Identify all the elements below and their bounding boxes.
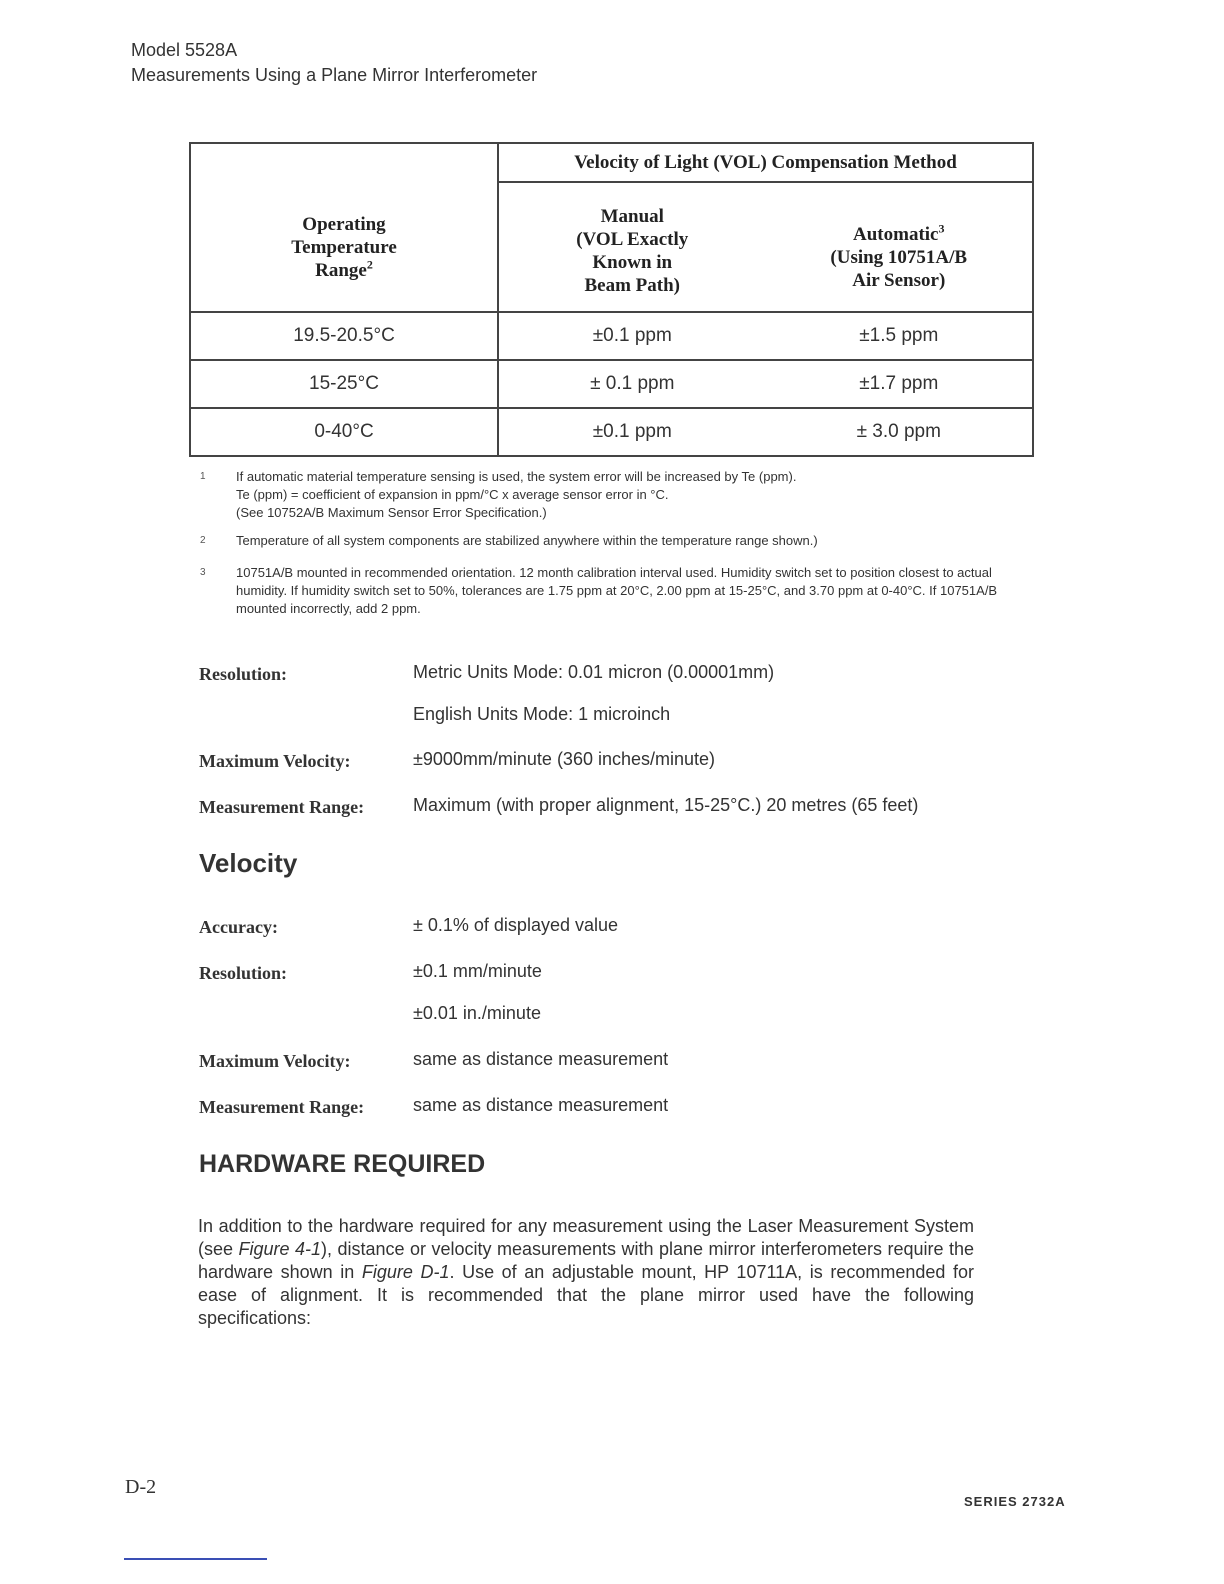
header-line: Air Sensor) — [852, 269, 946, 291]
spec-row — [199, 915, 1079, 961]
footer-rule — [124, 1558, 267, 1560]
spec-value: same as distance measurement — [413, 1095, 669, 1115]
spec-label: Accuracy: — [199, 917, 278, 937]
table-row — [190, 312, 1033, 360]
footnote — [196, 468, 1026, 522]
spec-value: ±9000mm/minute (360 inches/minute) — [413, 749, 716, 769]
footnote-text: If automatic material temperature sensing is used, the system error will be increased by Te (ppm). — [236, 469, 797, 484]
paragraph-text: In addition to the hardware required for any measurement using the Laser Measurement System (see — [198, 1216, 974, 1259]
distance-specs — [199, 662, 1079, 841]
spec-label: Resolution: — [199, 664, 288, 684]
spec-row — [199, 1049, 1079, 1095]
spec-row — [199, 795, 1079, 841]
footnote-number: 3 — [200, 567, 206, 578]
header-line: (VOL Exactly — [576, 229, 689, 250]
footnote — [196, 532, 1026, 550]
manual-header — [499, 183, 766, 311]
footnote-ref: 3 — [938, 221, 945, 236]
manual-cell: ±0.1 ppm — [592, 325, 672, 346]
spec-row — [199, 662, 1079, 704]
hardware-paragraph — [198, 1215, 974, 1330]
header-line: Known in — [592, 252, 673, 273]
spec-label: Maximum Velocity: — [199, 751, 351, 771]
header-line: (Using 10751A/B — [830, 246, 968, 268]
range-cell: 19.5-20.5°C — [190, 312, 498, 360]
page-number: D-2 — [125, 1476, 157, 1498]
header-line: Beam Path) — [584, 275, 680, 296]
footnote-text: 10751A/B mounted in recommended orientation. 12 month calibration interval used. Humidity switch set to position closest to actual humidity. If humidity switch set to 50%, tolerances are 1.75 ppm at 20°C, 2.00 ppm at 15-25°C, and 3.70 ppm at 0-40°C. If 10751A/B mounted incorrectly, add 2 ppm. — [236, 565, 998, 616]
manual-cell: ±0.1 ppm — [592, 421, 672, 442]
velocity-specs — [199, 915, 1079, 1141]
header-line: Manual — [600, 206, 664, 227]
paragraph-text: ), distance or velocity measurements with plane mirror interferometers require the hardware shown in — [198, 1239, 974, 1282]
header-line: Operating — [302, 214, 386, 235]
footnote-text: Te (ppm) = coefficient of expansion in ppm/°C x average sensor error in °C. — [236, 487, 669, 502]
spec-value: same as distance measurement — [413, 1049, 669, 1069]
range-cell: 0-40°C — [190, 408, 498, 456]
spec-value: English Units Mode: 1 microinch — [413, 704, 671, 724]
header-line: Temperature — [291, 237, 397, 258]
velocity-heading: Velocity — [199, 848, 298, 878]
footnote-number: 2 — [200, 535, 206, 546]
footnote-number: 1 — [200, 471, 206, 482]
footnote — [196, 564, 1026, 618]
spec-row — [199, 704, 1079, 749]
spec-row — [199, 1003, 1079, 1049]
footnotes — [196, 468, 1026, 628]
header-line: Automatic — [853, 223, 939, 245]
series-label: SERIES 2732A — [964, 1494, 1066, 1509]
spec-label-empty — [199, 1003, 413, 1005]
spec-label: Measurement Range: — [199, 797, 365, 817]
footnote-text: (See 10752A/B Maximum Sensor Error Specification.) — [236, 505, 547, 520]
header-line: Range — [315, 260, 367, 281]
automatic-header — [766, 183, 1033, 311]
spec-value: Metric Units Mode: 0.01 micron (0.00001mm) — [413, 662, 775, 682]
section-subtitle: Measurements Using a Plane Mirror Interferometer — [131, 65, 538, 85]
vol-method-header: Velocity of Light (VOL) Compensation Method — [498, 143, 1033, 182]
table-row — [190, 360, 1033, 408]
auto-cell: ± 3.0 ppm — [856, 421, 941, 442]
spec-label: Maximum Velocity: — [199, 1051, 351, 1071]
auto-cell: ±1.5 ppm — [859, 325, 939, 346]
auto-cell: ±1.7 ppm — [859, 373, 939, 394]
spec-row — [199, 749, 1079, 795]
tolerance-cells — [498, 408, 1033, 456]
tolerance-cells — [498, 360, 1033, 408]
spec-label: Resolution: — [199, 963, 288, 983]
tolerance-cells — [498, 312, 1033, 360]
spec-value: Maximum (with proper alignment, 15-25°C.) 20 metres (65 feet) — [413, 795, 919, 815]
manual-cell: ± 0.1 ppm — [590, 373, 675, 394]
spec-value: ± 0.1% of displayed value — [413, 915, 619, 935]
spec-label-empty — [199, 704, 413, 706]
page-header — [131, 38, 537, 88]
spec-row — [199, 1095, 1079, 1141]
model-title: Model 5528A — [131, 40, 238, 60]
spec-label: Measurement Range: — [199, 1097, 365, 1117]
paragraph-text: . Use of an adjustable mount, HP 10711A, is recommended for ease of alignment. It is recommended that the plane mirror used have the following specifications: — [198, 1262, 974, 1328]
accuracy-table — [189, 142, 1034, 457]
operating-temp-header — [190, 143, 498, 312]
range-cell: 15-25°C — [190, 360, 498, 408]
spec-value: ±0.01 in./minute — [413, 1003, 541, 1023]
vol-subheaders — [498, 182, 1033, 312]
figure-reference: Figure D-1 — [361, 1262, 450, 1282]
footnote-text: Temperature of all system components are stabilized anywhere within the temperature range shown.) — [236, 533, 818, 548]
figure-reference: Figure 4-1 — [238, 1239, 322, 1259]
table-row — [190, 408, 1033, 456]
spec-row — [199, 961, 1079, 1003]
spec-value: ±0.1 mm/minute — [413, 961, 542, 981]
hardware-heading: HARDWARE REQUIRED — [199, 1150, 486, 1178]
footnote-ref: 2 — [366, 257, 373, 272]
